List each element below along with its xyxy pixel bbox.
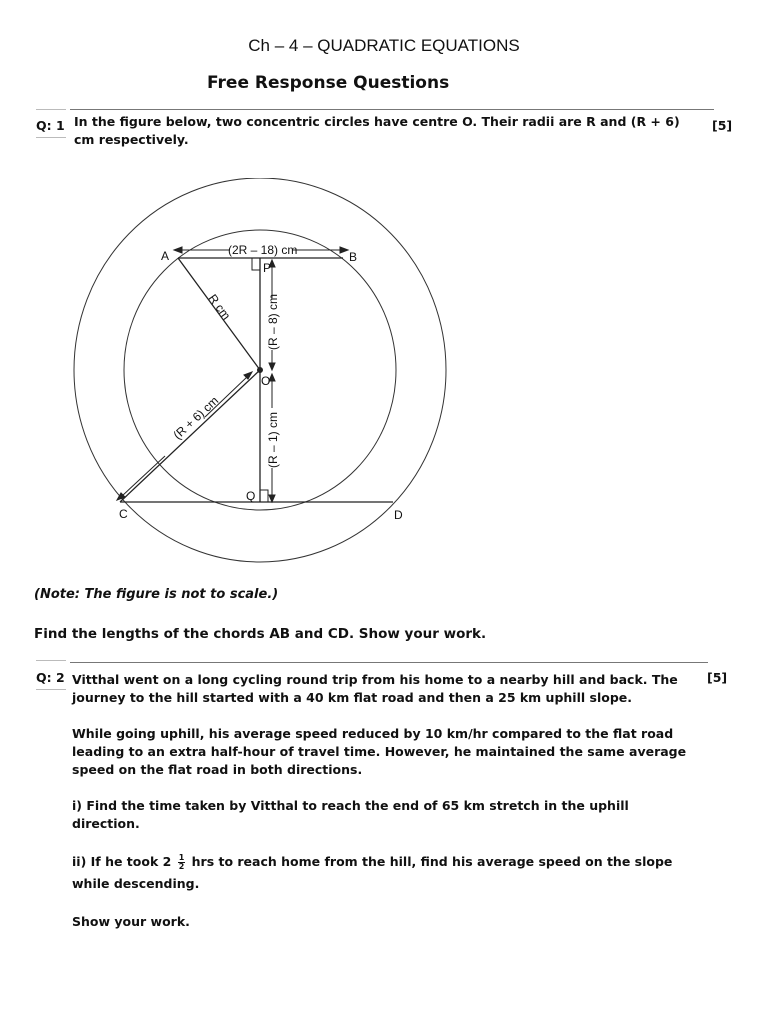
radius-oc xyxy=(120,370,260,502)
q2-para2-line2: leading to an extra half-hour of travel time. However, he maintained the same average xyxy=(72,744,687,759)
concentric-circles-figure xyxy=(60,178,450,568)
centre-dot xyxy=(258,368,263,373)
label-p: P xyxy=(263,261,272,275)
q2-part2-fraction-numerator: 1 xyxy=(178,853,185,862)
label-q: Q xyxy=(246,489,256,503)
q2-para2-line1: While going uphill, his average speed reduced by 10 km/hr compared to the flat road xyxy=(72,726,674,741)
q1-rule xyxy=(70,109,714,110)
q2-body xyxy=(72,671,708,949)
q2-paragraph-1 xyxy=(72,671,708,707)
right-angle-q xyxy=(260,490,268,502)
q2-number-rule-bottom xyxy=(36,689,66,690)
q2-number-rule-top xyxy=(36,660,66,661)
label-c: C xyxy=(119,507,128,521)
q2-part2-prefix: ii) If he took 2 xyxy=(72,854,172,869)
q2-rule xyxy=(70,662,708,663)
oq-arrow-bottom xyxy=(269,495,275,502)
label-r-minus-1: (R – 1) cm xyxy=(266,411,280,468)
section-title: Free Response Questions xyxy=(207,73,450,93)
q2-paragraph-2 xyxy=(72,725,708,779)
q2-part1-line1: i) Find the time taken by Vitthal to reach the end of 65 km stretch in the uphill xyxy=(72,798,629,813)
q2-part2-fraction-denominator: 2 xyxy=(178,862,185,871)
q2-number: Q: 2 xyxy=(36,670,65,685)
q2-part2-line1 xyxy=(72,851,708,873)
q1-note: (Note: The figure is not to scale.) xyxy=(34,587,279,602)
label-ab-length: (2R – 18) cm xyxy=(228,243,298,257)
chapter-title: Ch – 4 – QUADRATIC EQUATIONS xyxy=(248,36,520,55)
q2-part-i xyxy=(72,797,708,833)
q2-closing: Show your work. xyxy=(72,914,190,929)
label-r-minus-8: (R – 8) cm xyxy=(266,293,280,350)
q2-part-ii xyxy=(72,851,708,895)
q1-task: Find the lengths of the chords AB and CD. Show your work. xyxy=(34,626,487,642)
label-r: R cm xyxy=(205,291,234,323)
po-arrow-bottom xyxy=(269,363,275,370)
q2-part2-suffix: hrs to reach home from the hill, find his average speed on the slope xyxy=(191,854,673,869)
q1-marks: [5] xyxy=(712,118,733,133)
label-o: O xyxy=(261,374,271,388)
label-d: D xyxy=(394,508,403,522)
ab-arrow-right xyxy=(340,247,348,253)
right-angle-p xyxy=(252,258,260,270)
q2-part2-fraction xyxy=(178,854,186,871)
oc-dimension-bottom xyxy=(122,456,165,496)
q2-part2-line2: while descending. xyxy=(72,876,200,891)
label-r-plus-6: (R + 6) cm xyxy=(170,393,222,443)
q2-part1-line2: direction. xyxy=(72,816,140,831)
ab-arrow-left xyxy=(174,247,182,253)
label-a: A xyxy=(161,249,170,263)
q1-text-line1: In the figure below, two concentric circles have centre O. Their radii are R and (R + 6) xyxy=(74,114,680,129)
q1-number-rule-top xyxy=(36,109,66,110)
q1-text xyxy=(74,113,714,149)
q2-marks: [5] xyxy=(707,670,728,685)
label-b: B xyxy=(349,250,358,264)
q1-text-line2: cm respectively. xyxy=(74,132,189,147)
q1-number: Q: 1 xyxy=(36,118,65,133)
q2-para1-line1: Vitthal went on a long cycling round trip from his home to a nearby hill and back. The xyxy=(72,672,678,687)
q1-number-rule-bottom xyxy=(36,137,66,138)
q2-para2-line3: speed on the flat road in both directions. xyxy=(72,762,363,777)
q2-para1-line2: journey to the hill started with a 40 km flat road and then a 25 km uphill slope. xyxy=(72,690,632,705)
